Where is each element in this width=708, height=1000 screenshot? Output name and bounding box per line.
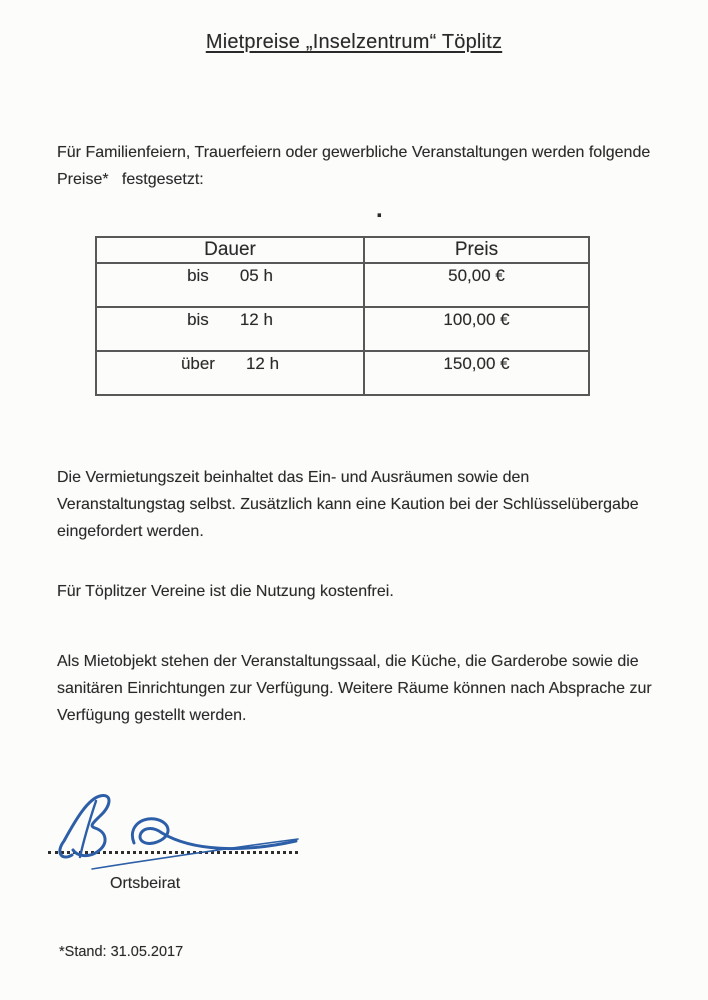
intro-paragraph: Für Familienfeiern, Trauerfeiern oder gewerbliche Veranstaltungen werden folgende Preise* festgesetzt: xyxy=(57,144,651,188)
page-title: Mietpreise „Inselzentrum“ Töplitz xyxy=(205,31,503,53)
price-table-header-row xyxy=(96,237,589,263)
duration-qualifier: über xyxy=(180,354,215,373)
price-table xyxy=(95,236,590,396)
column-header-dauer: Dauer xyxy=(96,237,364,263)
signature-dotted-line xyxy=(48,851,298,854)
price-cell: 50,00 € xyxy=(364,263,589,307)
duration-value: 12 h xyxy=(239,310,273,329)
duration-value: 05 h xyxy=(239,266,273,285)
duration-qualifier: bis xyxy=(187,266,209,285)
duration-qualifier: bis xyxy=(187,310,209,329)
duration-cell xyxy=(96,351,364,395)
stray-period-mark: . xyxy=(376,196,383,223)
column-header-preis: Preis xyxy=(364,237,589,263)
signature-image xyxy=(42,781,322,873)
duration-cell xyxy=(96,263,364,307)
signature-role-label: Ortsbeirat xyxy=(110,875,181,892)
paragraph-rental-time: Die Vermietungszeit beinhaltet das Ein- und Ausräumen sowie den Veranstaltungstag selbst. Zusätzlich kann eine Kaution bei der Schlüsselübergabe eingefordert werden. xyxy=(57,469,639,540)
table-row xyxy=(96,351,589,395)
price-cell: 100,00 € xyxy=(364,307,589,351)
price-cell: 150,00 € xyxy=(364,351,589,395)
duration-cell xyxy=(96,307,364,351)
duration-value: 12 h xyxy=(245,354,280,373)
footnote-stand-date: *Stand: 31.05.2017 xyxy=(59,944,184,960)
table-row xyxy=(96,263,589,307)
table-row xyxy=(96,307,589,351)
paragraph-rooms: Als Mietobjekt stehen der Veranstaltungssaal, die Küche, die Garderobe sowie die sanitären Einrichtungen zur Verfügung. Weitere Räume können nach Absprache zur Verfügung gestellt werden. xyxy=(57,653,652,724)
paragraph-clubs-free: Für Töplitzer Vereine ist die Nutzung kostenfrei. xyxy=(57,583,394,600)
